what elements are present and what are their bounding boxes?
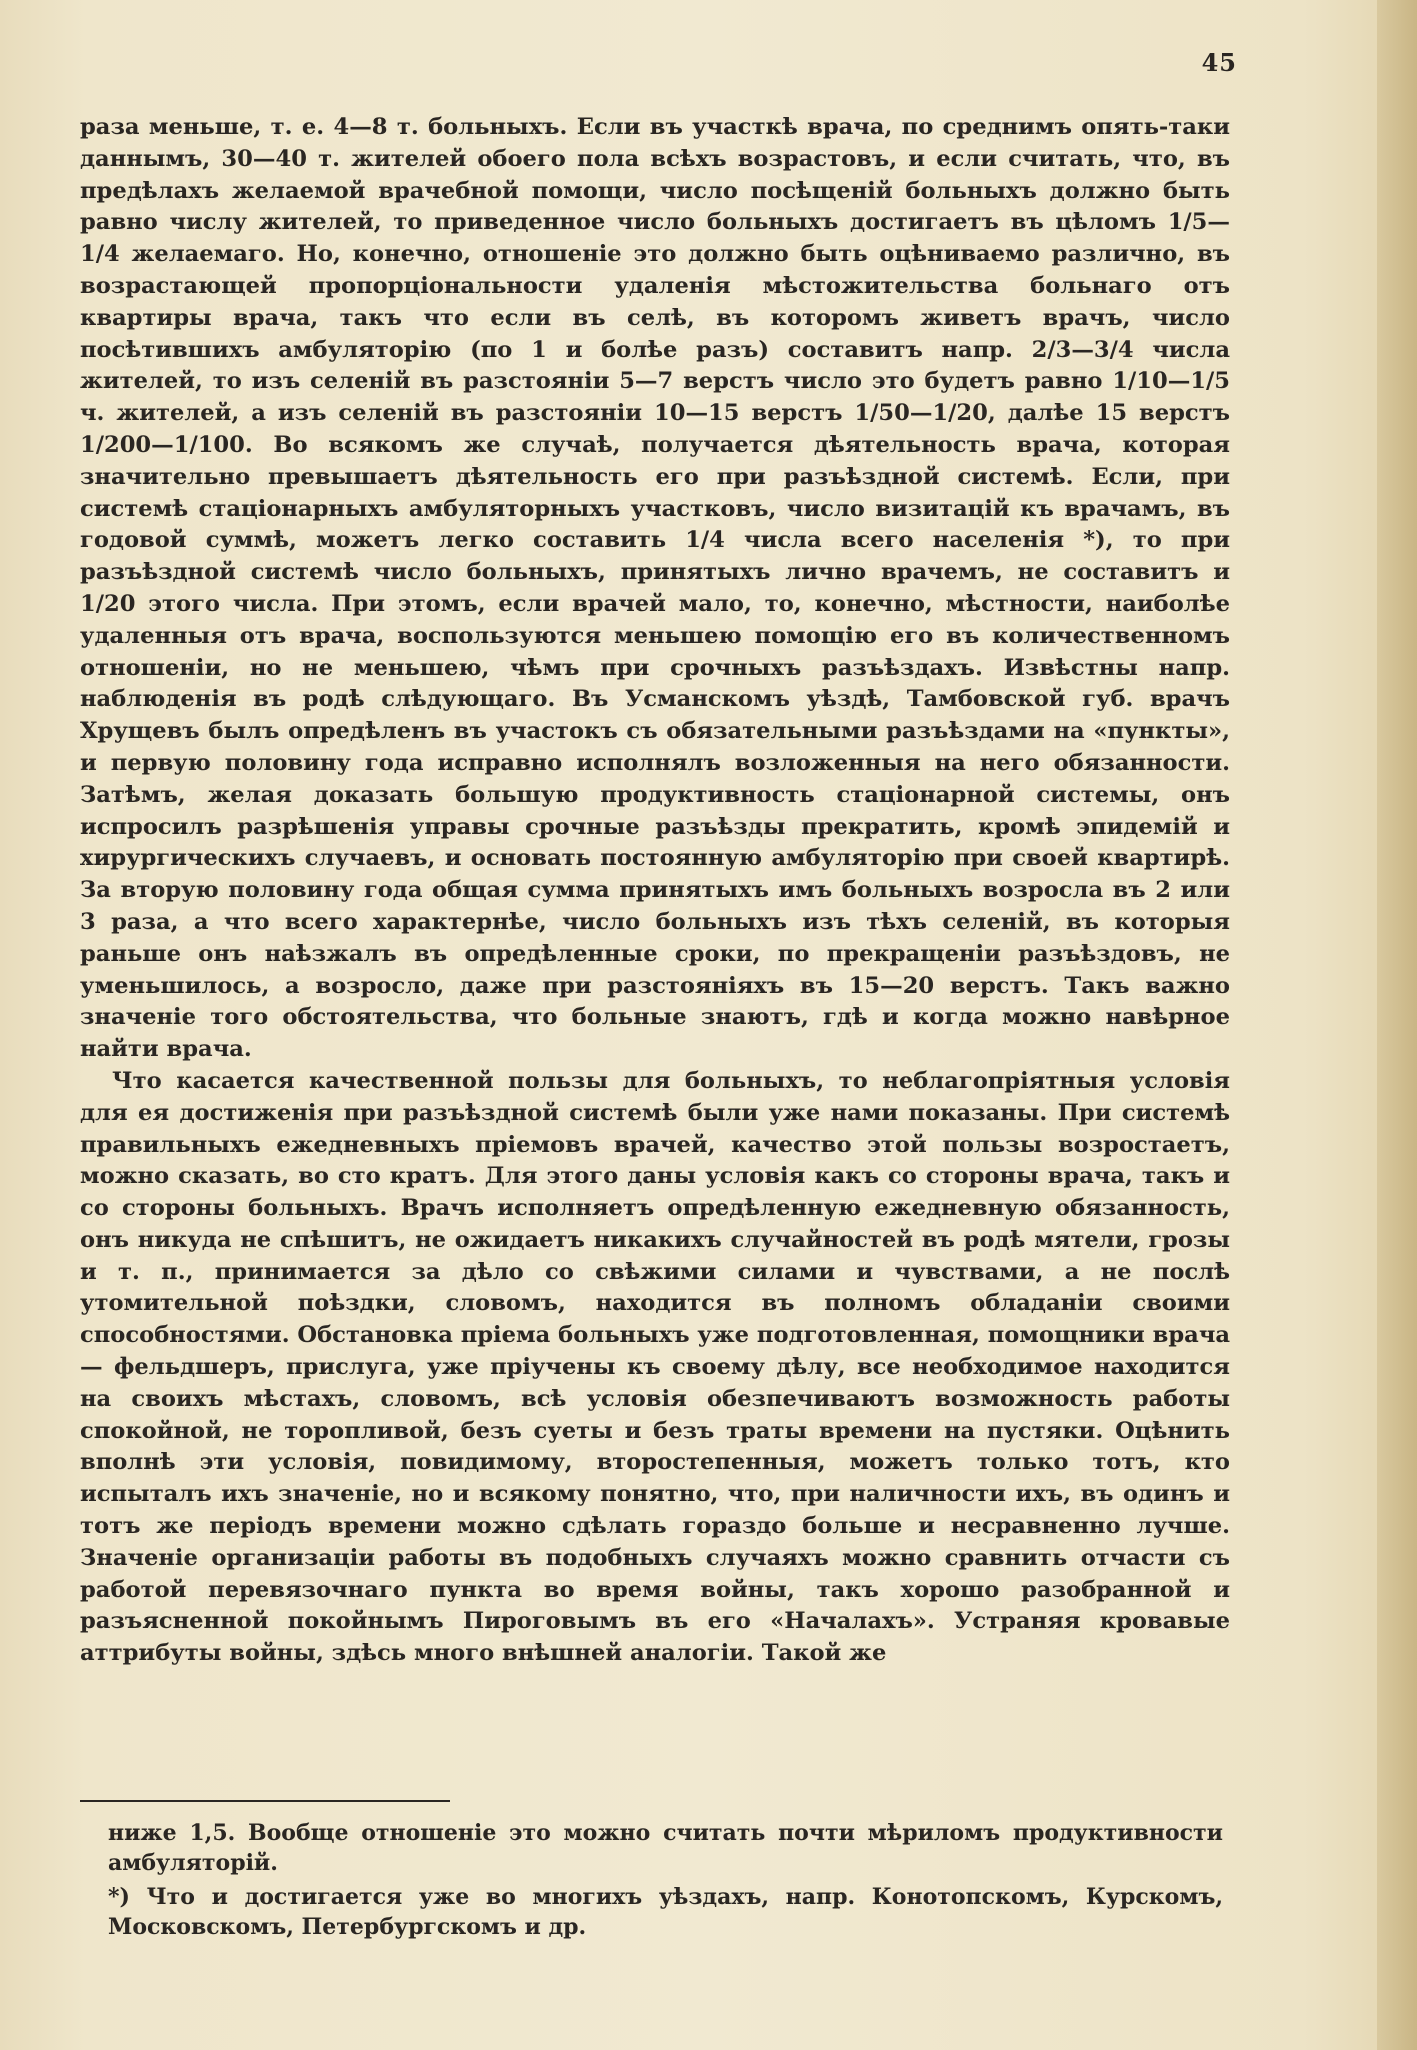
footnote-continuation: ниже 1,5. Вообще отношеніе это можно считать почти мѣриломъ продуктивности амбуляторій. — [108, 1820, 1223, 1876]
paragraph-2: Что касается качественной пользы для больныхъ, то неблагопріятныя условія для ея достиженія при разъѣздной системѣ были уже нами показаны. При системѣ правильныхъ ежедневныхъ пріемовъ врачей, качество этой пользы возростаетъ, можно сказать, во сто кратъ. Для этого даны условія какъ со стороны врача, такъ и со стороны больныхъ. Врачъ исполняетъ опредѣленную ежедневную обязанность, онъ никуда не спѣшитъ, не ожидаетъ никакихъ случайностей въ родѣ мятели, грозы и т. п., принимается за дѣло со свѣжими силами и чувствами, а не послѣ утомительной поѣздки, словомъ, находится въ полномъ обладаніи своими способностями. Обстановка пріема больныхъ уже подготовленная, помощники врача — фельдшеръ, прислуга, уже пріучены къ своему дѣлу, все необходимое находится на своихъ мѣстахъ, словомъ, всѣ условія обезпечиваютъ возможность работы спокойной, не торопливой, безъ суеты и безъ траты времени на пустяки. Оцѣнить вполнѣ эти условія, повидимому, второстепенныя, можетъ только тотъ, кто испыталъ ихъ значеніе, но и всякому понятно, что, при наличности ихъ, въ одинъ и тотъ же періодъ времени можно сдѣлать гораздо больше и несравненно лучше. Значеніе организаціи работы въ подобныхъ случаяхъ можно сравнить отчасти съ работой перевязочнаго пункта во время войны, такъ хорошо разобранной и разъясненной покойнымъ Пироговымъ въ его «Началахъ». Устраняя кровавые аттрибуты войны, здѣсь много внѣшней аналогіи. Такой же — [80, 1067, 1230, 1667]
main-text — [80, 112, 1230, 1670]
footnotes — [108, 1818, 1223, 1942]
footnote-separator — [80, 1800, 450, 1802]
page-number: 45 — [1201, 48, 1237, 77]
page-edge-shadow — [1377, 0, 1417, 2050]
footnote-asterisk: *) Что и достигается уже во многихъ уѣздахъ, напр. Конотопскомъ, Курскомъ, Московскомъ, Петербургскомъ и др. — [108, 1884, 1223, 1940]
paragraph-1: раза меньше, т. е. 4—8 т. больныхъ. Если въ участкѣ врача, по среднимъ опять-таки даннымъ, 30—40 т. жителей обоего пола всѣхъ возрастовъ, и если считать, что, въ предѣлахъ желаемой врачебной помощи, число посѣщеній больныхъ должно быть равно числу жителей, то приведенное число больныхъ достигаетъ въ цѣломъ 1/5—1/4 желаемаго. Но, конечно, отношеніе это должно быть оцѣниваемо различно, въ возрастающей пропорціональности удаленія мѣстожительства больнаго отъ квартиры врача, такъ что если въ селѣ, въ которомъ живетъ врачъ, число посѣтившихъ амбуляторію (по 1 и болѣе разъ) составитъ напр. 2/3—3/4 числа жителей, то изъ селеній въ разстояніи 5—7 верстъ число это будетъ равно 1/10—1/5 ч. жителей, а изъ селеній въ разстояніи 10—15 верстъ 1/50—1/20, далѣе 15 верстъ 1/200—1/100. Во всякомъ же случаѣ, получается дѣятельность врача, которая значительно превышаетъ дѣятельность его при разъѣздной системѣ. Если, при системѣ стаціонарныхъ амбуляторныхъ участковъ, число визитацій къ врачамъ, въ годовой суммѣ, можетъ легко составить 1/4 числа всего населенія *), то при разъѣздной системѣ число больныхъ, принятыхъ лично врачемъ, не составитъ и 1/20 этого числа. При этомъ, если врачей мало, то, конечно, мѣстности, наиболѣе удаленныя отъ врача, воспользуются меньшею помощію его въ количественномъ отношеніи, но не меньшею, чѣмъ при срочныхъ разъѣздахъ. Извѣстны напр. наблюденія въ родѣ слѣдующаго. Въ Усманскомъ уѣздѣ, Тамбовской губ. врачъ Хрущевъ былъ опредѣленъ въ участокъ съ обязательными разъѣздами на «пункты», и первую половину года исправно исполнялъ возложенныя на него обязанности. Затѣмъ, желая доказать большую продуктивность стаціонарной системы, онъ испросилъ разрѣшенія управы срочные разъѣзды прекратить, кромѣ эпидемій и хирургическихъ случаевъ, и основать постоянную амбуляторію при своей квартирѣ. За вторую половину года общая сумма принятыхъ имъ больныхъ возросла въ 2 или 3 раза, а что всего характернѣе, число больныхъ изъ тѣхъ селеній, въ которыя раньше онъ наѣзжалъ въ опредѣленные сроки, по прекращеніи разъѣздовъ, не уменьшилось, а возросло, даже при разстояніяхъ въ 15—20 верстъ. Такъ важно значеніе того обстоятельства, что больные знаютъ, гдѣ и когда можно навѣрное найти врача. — [80, 114, 1230, 1063]
